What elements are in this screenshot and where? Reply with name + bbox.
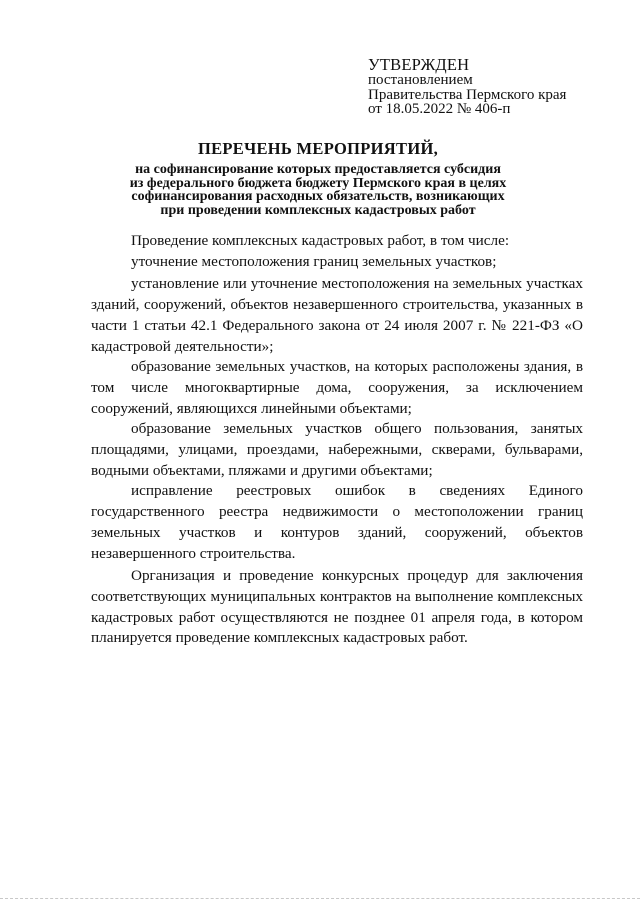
document-title: ПЕРЕЧЕНЬ МЕРОПРИЯТИЙ, [197, 139, 439, 158]
body-paragraph: образование земельных участков общего пользования, занятых площадями, улицами, проездами, набережными, скверами, бульварами, водными объектами, пляжами и другими объектами; [91, 420, 583, 479]
document-body [91, 231, 583, 649]
scan-edge-line [0, 898, 640, 899]
body-paragraph: Организация и проведение конкурсных процедур для заключения соответствующих муниципальных контрактов на выполнение комплексных кадастровых работ осуществляются не позднее 01 апреля года, в котором планируется проведение комплексных кадастровых работ. [91, 567, 583, 647]
document-subtitle [90, 163, 546, 218]
subtitle-line: на софинансирование которых предоставляется субсидия [135, 162, 501, 177]
body-paragraph: исправление реестровых ошибок в сведениях Единого государственного реестра недвижимости о местоположении границ земельных участков и контуров зданий, сооружений, объектов незавершенного строительства. [91, 482, 583, 562]
body-paragraph: уточнение местоположения границ земельных участков; [131, 252, 497, 270]
document-heading [90, 139, 546, 218]
body-paragraph: образование земельных участков, на которых расположены здания, в том числе многоквартирные дома, сооружения, за исключением сооружений, являющихся линейными объектами; [91, 358, 583, 417]
approval-date-line: от 18.05.2022 № 406-п [368, 101, 511, 117]
approval-line: Правительства Пермского края [368, 86, 567, 103]
subtitle-line: софинансирования расходных обязательств, возникающих [131, 189, 505, 205]
subtitle-line: из федерального бюджета бюджету Пермского края в целях [129, 175, 507, 191]
approval-title: УТВЕРЖДЕН [368, 55, 470, 74]
approval-line: постановлением [368, 72, 473, 88]
approval-stamp-block [368, 56, 566, 117]
subtitle-line: при проведении комплексных кадастровых работ [160, 203, 476, 219]
body-paragraph: установление или уточнение местоположения на земельных участках зданий, сооружений, объектов незавершенного строительства, указанных в части 1 статьи 42.1 Федерального закона от 24 июля 2007 г. № 221-ФЗ «О кадастровой деятельности»; [91, 275, 583, 355]
body-paragraph: Проведение комплексных кадастровых работ, в том числе: [131, 232, 510, 249]
